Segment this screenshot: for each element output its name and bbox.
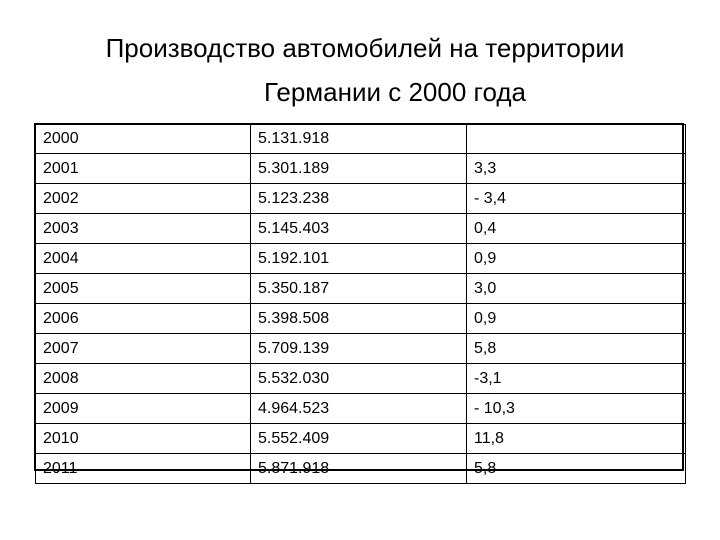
production-cell: 5.145.403 — [251, 214, 467, 244]
table-row — [36, 244, 686, 274]
table-row — [36, 454, 686, 484]
change-cell: 0,4 — [467, 214, 686, 244]
year-cell: 2003 — [36, 214, 251, 244]
table-row — [36, 364, 686, 394]
production-cell: 5.552.409 — [251, 424, 467, 454]
change-cell — [467, 125, 686, 154]
change-cell: 11,8 — [467, 424, 686, 454]
year-cell: 2004 — [36, 244, 251, 274]
production-cell: 5.709.139 — [251, 334, 467, 364]
production-cell: 5.301.189 — [251, 154, 467, 184]
production-cell: 5.131.918 — [251, 125, 467, 154]
change-cell: - 10,3 — [467, 394, 686, 424]
change-cell: 0,9 — [467, 304, 686, 334]
year-cell: 2008 — [36, 364, 251, 394]
slide-title — [0, 26, 720, 114]
year-cell: 2010 — [36, 424, 251, 454]
year-cell: 2011 — [36, 454, 251, 484]
production-cell: 5.871.918 — [251, 454, 467, 484]
change-cell: - 3,4 — [467, 184, 686, 214]
year-cell: 2000 — [36, 125, 251, 154]
change-cell: 0,9 — [467, 244, 686, 274]
year-cell: 2009 — [36, 394, 251, 424]
table-row — [36, 304, 686, 334]
production-cell: 4.964.523 — [251, 394, 467, 424]
year-cell: 2001 — [36, 154, 251, 184]
year-cell: 2002 — [36, 184, 251, 214]
title-line-1: Производство автомобилей на территории — [105, 33, 625, 63]
title-line-2: Германии с 2000 года — [264, 77, 526, 108]
production-cell: 5.123.238 — [251, 184, 467, 214]
production-cell: 5.532.030 — [251, 364, 467, 394]
production-cell: 5.350.187 — [251, 274, 467, 304]
change-cell: 3,0 — [467, 274, 686, 304]
year-cell: 2006 — [36, 304, 251, 334]
table-row — [36, 154, 686, 184]
change-cell: 5,8 — [467, 454, 686, 484]
table-row — [36, 125, 686, 154]
production-cell: 5.398.508 — [251, 304, 467, 334]
change-cell: 5,8 — [467, 334, 686, 364]
production-cell: 5.192.101 — [251, 244, 467, 274]
change-cell: -3,1 — [467, 364, 686, 394]
year-cell: 2007 — [36, 334, 251, 364]
change-cell: 3,3 — [467, 154, 686, 184]
production-table — [35, 124, 686, 484]
table-row — [36, 184, 686, 214]
table-row — [36, 274, 686, 304]
table-row — [36, 424, 686, 454]
table-row — [36, 214, 686, 244]
table-row — [36, 334, 686, 364]
year-cell: 2005 — [36, 274, 251, 304]
table-row — [36, 394, 686, 424]
